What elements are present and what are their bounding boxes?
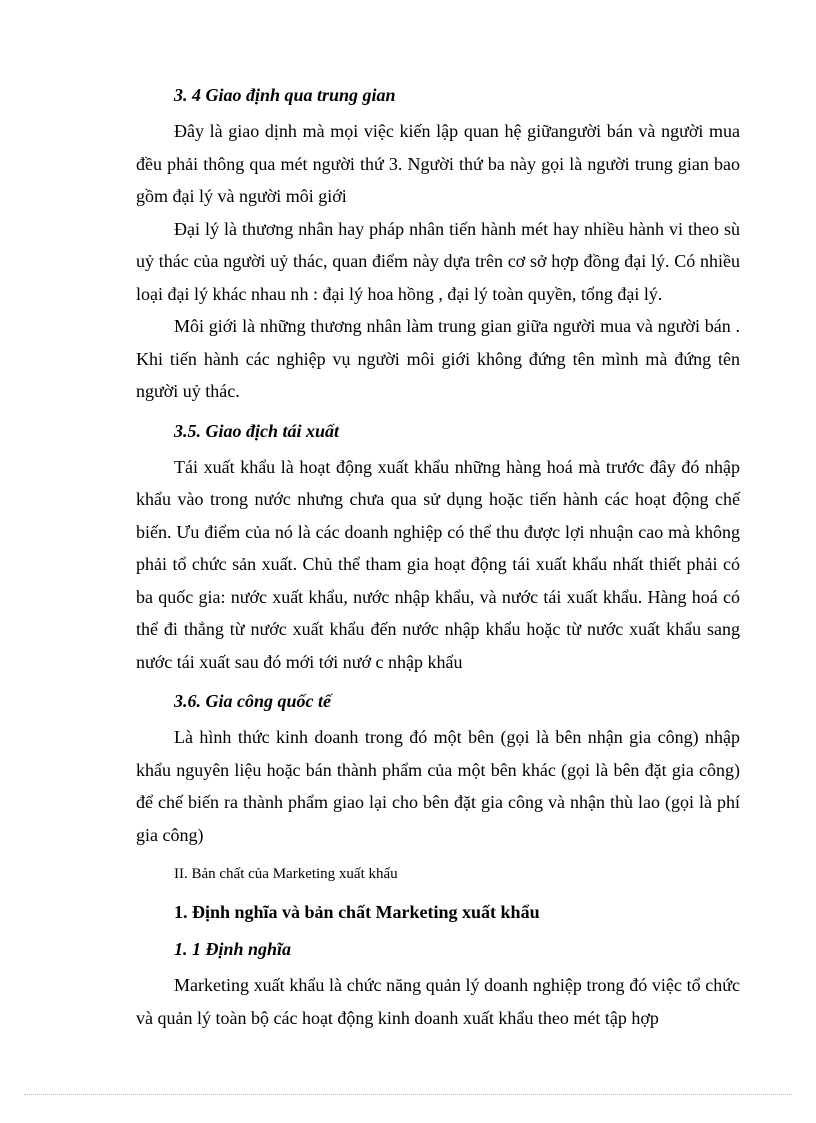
heading-1-definition-nature: 1. Định nghĩa và bản chất Marketing xuất khẩu	[174, 902, 540, 922]
paragraph-agent: Đại lý là thương nhân hay pháp nhân tiến hành mét hay nhiều hành vi theo sù uỷ thác của người uỷ thác, quan điểm này dựa trên cơ sở hợp đồng đại lý. Có nhiều loại đại lý khác nhau nh : đại lý hoa hồng , đại lý toàn quyền, tổng đại lý.	[136, 218, 740, 304]
paragraph-processing: Là hình thức kinh doanh trong đó một bên (gọi là bên nhận gia công) nhập khẩu nguyên liệu hoặc bán thành phẩm của một bên khác (gọi là bên đặt gia công) để chế biến ra thành phẩm giao lại cho bên đặt gia công và nhận thù lao (gọi là phí gia công)	[136, 727, 740, 845]
page-bottom-divider	[24, 1094, 792, 1095]
paragraph-intermediary-trade: Đây là giao dịnh mà mọi việc kiến lập quan hệ giữangười bán và người mua đều phải thông qua mét người thứ 3. Người thứ ba này gọi là người trung gian bao gồm đại lý và người môi giới	[136, 121, 740, 206]
heading-3-4: 3. 4 Giao định qua trung gian	[174, 85, 396, 105]
heading-1-1-definition: 1. 1 Định nghĩa	[174, 939, 292, 959]
paragraph-broker: Môi giới là những thương nhân làm trung gian giữa người mua và người bán . Khi tiến hành các nghiệp vụ người môi giới không đứng tên mình mà đứng tên người uỷ thác.	[136, 316, 740, 401]
heading-3-6: 3.6. Gia công quốc tế	[174, 691, 331, 711]
heading-3-5: 3.5. Giao địch tái xuất	[174, 420, 340, 441]
paragraph-export-marketing-definition: Marketing xuất khẩu là chức năng quản lý doanh nghiệp trong đó việc tổ chức và quản lý toàn bộ các hoạt động kinh doanh xuất khẩu theo mét tập hợp	[136, 975, 740, 1028]
document-body	[136, 82, 740, 1034]
paragraph-re-export: Tái xuất khẩu là hoạt động xuất khẩu những hàng hoá mà trước đây đó nhập khẩu vào trong nước nhưng chưa qua sử dụng hoặc tiến hành các hoạt động chế biến. Ưu điểm của nó là các doanh nghiệp có thể thu được lợi nhuận cao mà không phải tổ chức sản xuất. Chủ thể tham gia hoạt động tái xuất khẩu nhất thiết phải có ba quốc gia: nước xuất khẩu, nước nhập khẩu, và nước tái xuất khẩu. Hàng hoá có thể đi thẳng từ nước xuất khẩu đến nước nhập khẩu hoặc từ nước xuất khẩu sang nước tái xuất sau đó mới tới nướ c nhập khẩu	[136, 456, 740, 672]
section-heading-ii: II. Bản chất của Marketing xuất khẩu	[174, 866, 398, 882]
